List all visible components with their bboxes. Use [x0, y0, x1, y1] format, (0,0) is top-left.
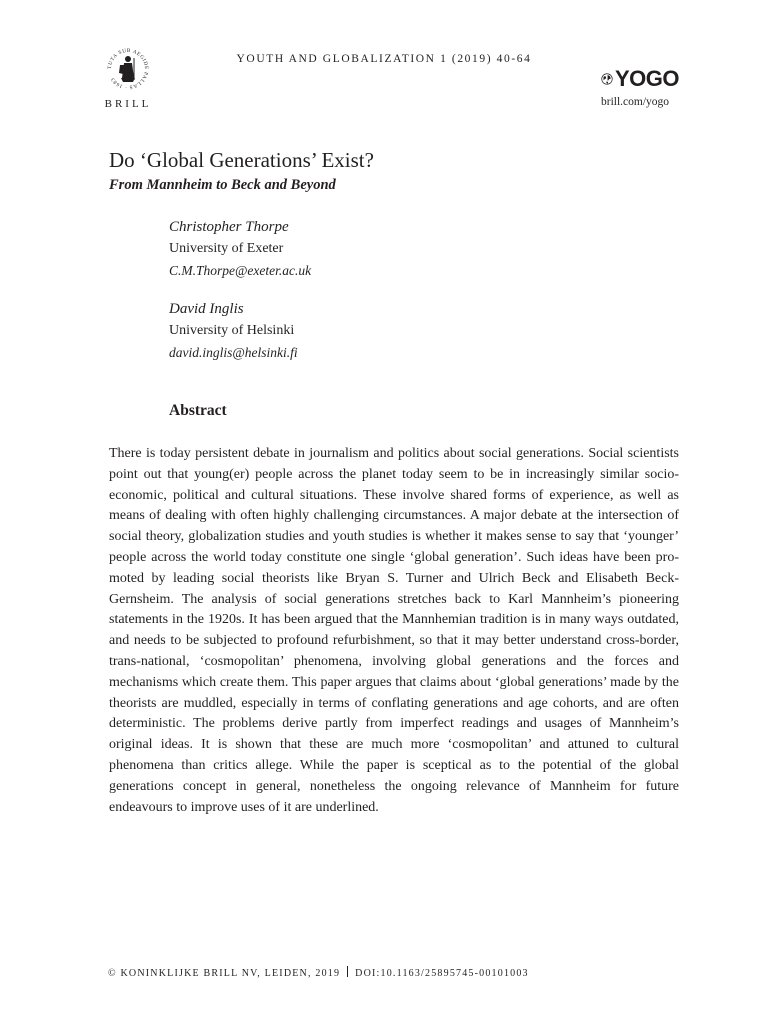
globe-icon: [601, 67, 613, 91]
article-subtitle: From Mannheim to Beck and Beyond: [109, 177, 336, 193]
author-block: [169, 217, 311, 282]
journal-logo-text: YOGO: [614, 66, 679, 91]
author-name: Christopher Thorpe: [169, 219, 289, 235]
author-email[interactable]: david.inglis@helsinki.fi: [169, 345, 298, 360]
author-affiliation: University of Helsinki: [169, 323, 295, 338]
brill-seal-icon: [103, 44, 153, 94]
journal-logo: [601, 66, 679, 108]
author-block: [169, 299, 298, 364]
author-affiliation: University of Exeter: [169, 241, 284, 256]
footer-divider: [347, 966, 348, 977]
author-email[interactable]: C.M.Thorpe@exeter.ac.uk: [169, 263, 312, 278]
abstract-heading: Abstract: [169, 402, 227, 419]
article-title: Do ‘Global Generations’ Exist?: [109, 148, 374, 172]
copyright-notice: © KONINKLIJKE BRILL NV, LEIDEN, 2019: [108, 968, 341, 979]
abstract-text: There is today persistent debate in journalism and politics about social generations. Social scientists point out that young(er) people across the planet today seem to be in increasingly similar socio-economic, political and cultural situations. These involve shared forms of experience, as well as means of dealing with often highly challenging circumstances. A major debate at the intersection of social theory, globalization studies and youth studies is whether it makes sense to say that ‘younger’ people across the world today constitute one single ‘global generation’. Such ideas have been promoted by leading social theorists like Bryan S. Turner and Ulrich Beck and Elisabeth Beck-Gernsheim. The analysis of social generations stretches back to Karl Mannheim’s pioneering statements in the 1920s. It has been argued that the Mannhemian tradition is in many ways outdated, and needs to be subjected to profound refurbishment, so that it may better understand cross-border, trans-national, ‘cosmopolitan’ phenomena, involving global generations and the forces and mechanisms which create them. This paper argues that claims about ‘global generations’ made by the theorists are muddled, especially in terms of conflating generations and age cohorts, and are often deterministic. The problems derive partly from imperfect readings and usages of Mannheim’s original ideas. It is shown that these are much more ‘cosmopolitan’ and attuned to cultural phenomena than critics allege. While the paper is sceptical as to the potential of the global generations concept in general, nonetheless the ongoing relevance of Mannheim for future endeavours to improve uses of it are underlined.: [109, 446, 679, 815]
doi-link[interactable]: DOI:10.1163/25895745-00101003: [355, 968, 529, 979]
author-name: David Inglis: [169, 301, 244, 317]
publisher-name: BRILL: [104, 98, 152, 110]
running-head: YOUTH AND GLOBALIZATION 1 (2019) 40-64: [236, 53, 532, 65]
seal-lettering: TUTA SUB AEGIDE PALLAS · 1683: [106, 47, 150, 91]
page-footer: [108, 966, 529, 979]
journal-url[interactable]: brill.com/yogo: [601, 96, 670, 108]
